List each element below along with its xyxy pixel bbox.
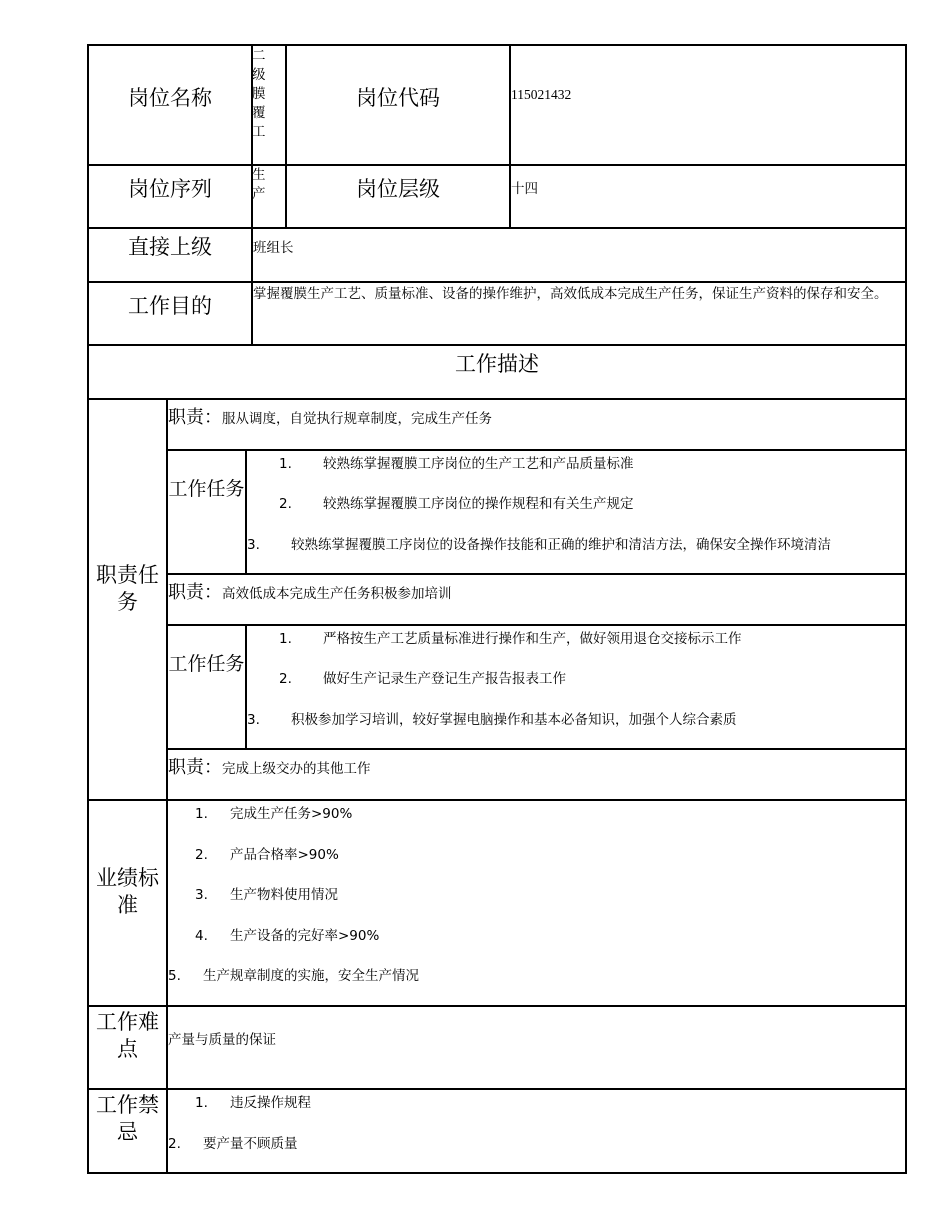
- task-2-2: 2. 做好生产记录生产登记生产报告报表工作: [279, 671, 566, 687]
- grid-line: [245, 624, 247, 750]
- grid-line: [87, 164, 907, 166]
- performance-item-5: 5. 生产规章制度的实施，安全生产情况: [168, 968, 419, 984]
- grid-line: [245, 449, 247, 575]
- grid-line: [166, 748, 907, 750]
- grid-line: [87, 398, 907, 400]
- grid-line: [87, 227, 907, 229]
- task-2-1: 1. 严格按生产工艺质量标准进行操作和生产，做好领用退仓交接标示工作: [279, 631, 742, 647]
- position-code-label: 岗位代码: [356, 86, 440, 110]
- duty-text: 服从调度，自觉执行规章制度，完成生产任务: [222, 411, 492, 427]
- grid-line: [166, 449, 907, 451]
- grid-line: [87, 1172, 907, 1174]
- superior-value: 班组长: [253, 240, 294, 256]
- taboo-item-2: 2. 要产量不顾质量: [168, 1136, 298, 1152]
- performance-item-4: 4. 生产设备的完好率>90%: [195, 928, 380, 944]
- duty-3: [168, 753, 371, 779]
- superior-label: 直接上级: [128, 235, 212, 259]
- task-1-3: 3. 较熟练掌握覆膜工序岗位的设备操作技能和正确的维护和清洁方法，确保安全操作环境清洁: [247, 537, 831, 553]
- duties-label: 职责任务: [96, 563, 159, 614]
- taboo-item-1: 1. 违反操作规程: [195, 1095, 311, 1111]
- taboo-label: 工作禁忌: [96, 1093, 159, 1144]
- grid-line: [166, 624, 907, 626]
- grid-line: [87, 44, 907, 46]
- duty-prefix: 职责：: [168, 407, 222, 428]
- duty-prefix: 职责：: [168, 757, 222, 778]
- task-label-1: 工作任务: [168, 478, 245, 500]
- section-title: 工作描述: [455, 352, 539, 376]
- grid-line: [87, 799, 907, 801]
- duty-2: [168, 578, 452, 604]
- grid-line: [87, 281, 907, 283]
- position-name-value: 二级膜覆工: [252, 48, 266, 140]
- grid-line: [509, 44, 511, 229]
- task-2-3: 3. 积极参加学习培训，较好掌握电脑操作和基本必备知识，加强个人综合素质: [247, 712, 737, 728]
- grid-line: [87, 344, 907, 346]
- grid-line: [166, 398, 168, 1174]
- task-label-2: 工作任务: [168, 653, 245, 675]
- grid-line: [87, 1005, 907, 1007]
- grid-line: [166, 573, 907, 575]
- difficulty-text: 产量与质量的保证: [168, 1032, 276, 1048]
- level-label: 岗位层级: [356, 177, 440, 201]
- task-1-2: 2. 较熟练掌握覆膜工序岗位的操作规程和有关生产规定: [279, 496, 634, 512]
- task-1-1: 1. 较熟练掌握覆膜工序岗位的生产工艺和产品质量标准: [279, 456, 634, 472]
- performance-item-2: 2. 产品合格率>90%: [195, 847, 339, 863]
- purpose-label: 工作目的: [128, 294, 212, 318]
- grid-line: [905, 44, 907, 1174]
- position-code-value: 115021432: [511, 87, 572, 102]
- difficulty-label: 工作难点: [96, 1010, 159, 1061]
- duty-1: [168, 403, 492, 429]
- duty-text: 高效低成本完成生产任务积极参加培训: [222, 586, 452, 602]
- level-value: 十四: [511, 181, 538, 197]
- performance-label: 业绩标准: [96, 866, 159, 917]
- duty-prefix: 职责：: [168, 582, 222, 603]
- duty-text: 完成上级交办的其他工作: [222, 761, 371, 777]
- performance-item-1: 1. 完成生产任务>90%: [195, 806, 353, 822]
- sequence-value: 生产: [252, 167, 266, 202]
- position-name-label: 岗位名称: [128, 86, 212, 110]
- performance-item-3: 3. 生产物料使用情况: [195, 887, 338, 903]
- sequence-label: 岗位序列: [128, 177, 212, 201]
- purpose-value: 掌握覆膜生产工艺、质量标准、设备的操作维护，高效低成本完成生产任务，保证生产资料的保存和安全。: [253, 286, 888, 302]
- grid-line: [87, 1088, 907, 1090]
